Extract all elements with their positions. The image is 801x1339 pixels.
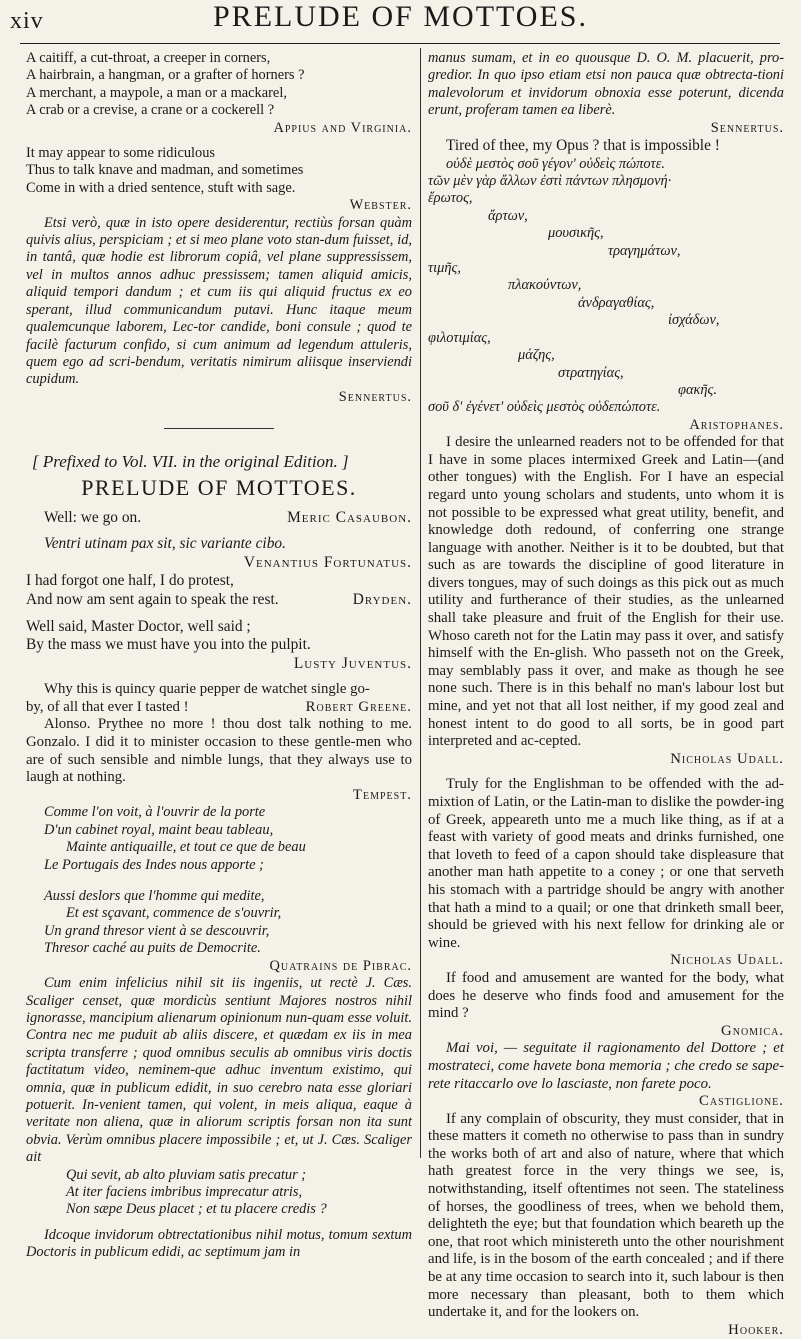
attribution: Nicholas Udall. [670,952,784,969]
opus-line: Tired of thee, my Opus ? that is impossible ! [446,137,720,155]
attribution: Tempest. [352,786,412,803]
verse-line: Et est sçavant, commence de s'ouvrir, [66,905,282,922]
section-title: PRELUDE OF MOTTOES. [81,474,357,500]
column-divider [420,48,421,1158]
verse-line: Come in with a dried sentence, stuft with sage. [26,179,296,196]
greek-line: στρατηγίας, [558,364,624,381]
verse-line: Un grand thresor vient à se descouvrir, [44,922,270,939]
dryden-quote [26,572,412,609]
french-verse-2 [26,888,412,958]
hooker-paragraph: If any complain of obscurity, they must consider, that in these matters it cometh no otherwise to pass than in sundry the works both of art and also of nature, where that which hath greatest force in the very things we see, is, notwithstanding, itself oftentimes not seen. The stateliness of horses, the goodliness of trees, when we behold them, delighteth the eye; but that foundation which beareth up the one, that root which ministereth unto the other nourishment and life, is in the bosom of the earth concealed ; and if there be at any time occasion to search into it, such labour is then more necessary than pleasant, both to them which undertake it, and for the lookers on. [428,1110,784,1321]
quote-line: by, of all that ever I tasted ! [26,698,189,715]
udall-paragraph-2: Truly for the Englishman to be offended with the ad-mixtion of Latin, or the Latin-man to dislike the powder-ing of Greek, appeareth unto me a much like thing, as if at a feast with variety of good meats and drinks furnished, one that loveth to feed of a capon should take displeasure that another man hath appetite to a coney ; or one that serveth his stomach with a partridge should be angry with another that hath a mind to a quail; or one that drinketh small beer, should be grieved with his next fellow for drinking ale or wine. [428,776,784,951]
greek-line: φακῆς. [678,381,717,398]
verse-line: A hairbrain, a hangman, or a grafter of horners ? [26,67,305,84]
attribution: Hooker. [728,1321,784,1338]
greek-line: ἄρτων, [488,207,528,224]
verse-line: A merchant, a maypole, a man or a mackarel, [26,84,287,101]
greek-line: ἔρωτος, [428,190,473,207]
page-number: xiv [10,8,44,34]
verse-line: And now am sent again to speak the rest. [26,590,279,608]
udall-paragraph-1: I desire the unlearned readers not to be offended for that I have in some places intermixed Greek and Latin—(and other tongues) with the English. For I have an especial regard unto young scholars and students, unto whom it is not possible to be expressed what great utility, benefit, and knowledge doth redound, of conferring one strange language with another. Neither is it to be doubted, but that such as are towards the discipline of good literature in divers tongues, may of such doings as this pick out as much utility and furtherance of their studies, as the unlearned shall take pleasure and fruit of the English for their use. Whoso careth not for the Latin may pass it over, and satisfy himself with the En-glish. Who passeth not on the Greek, may semblably pass it over, and make as though he see none such. There is in this behalf no man's labour lost but mine, and yet not that all lost neither, if my good zeal and honest intent to do good to all sorts, be in good part interpreted and ac-cepted. [428,434,784,750]
greek-line: ἀνδραγαθίας, [578,294,655,311]
gnomica-paragraph: If food and amusement are wanted for the body, what does he deserve who finds food and amusement for the mind ? [428,969,784,1022]
attribution: Appius and Virginia. [273,119,412,136]
idcoque-latin: Idcoque invidorum obtrectationibus nihil motus, tomum sextum Doctoris in publicum edidi, ac septimum jam in [26,1226,412,1261]
greek-line: τῶν μὲν γὰρ ἄλλων ἐστὶ πάντων πλησμονή· [428,173,672,190]
verse-line: D'un cabinet royal, maint beau tableau, [44,821,274,838]
greek-line: σοῦ δ' ἐγένετ' οὐδεὶς μεστὸς οὐδεπώποτε. [428,399,661,416]
scaliger-latin: Cum enim infelicius nihil sit iis ingeniis, ut rectè J. Cæs. Scaliger censet, quæ mordicùs sentiunt Majores nostros nihil ignorasse, mancipium alienarum opinionum nun-quam esse voluit. Contra nec me puduit ab aliis discere, et quædam ex iis in mea scripta transferre ; quod omnibus seculis ab omnibus viris doctis factitatum video, neminem-que adhuc inventum existimo, qui omnia, quæ in publicum edidit, in suo cerebro nata esse gloriari potuerit. In-venient tamen, qui volent, in meis aliqua, eaque à veritate non aliena, quæ in aliorum scriptis forsan non ita sunt obvia. Verùm omnibus placere impossibile ; et, ut J. Cæs. Scaliger ait [26,975,412,1166]
greek-line: φιλοτιμίας, [428,329,491,346]
quote-line: Well: we go on. [44,508,142,526]
header-rule [20,43,780,44]
verse-line: Well said, Master Doctor, well said ; [26,617,251,635]
prefixed-note: [ Prefixed to Vol. VII. in the original Edition. ] [32,452,349,472]
greek-line: μάζης, [518,347,555,364]
verse-line: Le Portugais des Indes nous apporte ; [44,856,264,873]
lusty-quote [26,618,412,674]
attribution: Webster. [349,197,412,214]
greek-line: τραγημάτων, [608,242,681,259]
verse-line: Aussi deslors que l'homme qui medite, [44,888,265,905]
tempest-quote: Alonso. Prythee no more ! thou dost talk nothing to me. Gonzalo. I did it to minister occasion to these gentle-men who are of such sensible and nimble lungs, that they always use to laugh at nothing. [26,716,412,786]
casaubon-quote [26,509,412,528]
verse-line: Thresor caché au puits de Democrite. [44,940,261,957]
webster-quote [26,50,412,137]
greene-quote [26,681,412,716]
attribution: Lusty Juventus. [293,654,412,672]
sennertus-continued: manus sumam, et in eo quousque D. O. M. placuerit, pro-gredior. In quo ipso etiam etsi non pauca quæ obtrecta-tioni malevolorum et invidorum obnoxia esse poterunt, dicenda erunt, proferam tamen ea liberè. [428,50,784,119]
greek-line: ἰσχάδων, [668,312,720,329]
greek-line: οὐδὲ μεστὸς σοῦ γέγον' οὐδεὶς πώποτε. [446,155,665,172]
verse-line: Thus to talk knave and madman, and sometimes [26,162,304,179]
verse-line: At iter faciens imbribus imprecatur atris, [66,1183,303,1200]
webster-quote-2 [26,145,412,215]
greek-line: μουσικῆς, [548,225,604,242]
verse-line: Non sæpe Deus placet ; et tu placere credis ? [66,1201,327,1218]
castiglione-paragraph: Mai voi, — seguitate il ragionamento del Dottore ; et mostrateci, come havete bona memoria ; che credo se sape-rete ritaccarlo ove lo lasciaste, non farete poco. [428,1040,784,1092]
verse-line: I had forgot one half, I do protest, [26,572,234,590]
attribution: Venantius Fortunatus. [243,553,412,571]
right-column [428,50,784,1338]
verse-line: A crab or a crevise, a crane or a cockerell ? [26,102,275,119]
attribution: Castiglione. [698,1093,784,1110]
fortunatus-line: Ventri utinam pax sit, sic variante cibo. [44,535,286,553]
left-column [26,50,412,1261]
attribution: Quatrains de Pibrac. [269,957,412,974]
verse-line: It may appear to some ridiculous [26,145,216,162]
verse-line: By the mass we must have you into the pulpit. [26,636,311,654]
attribution: Sennertus. [338,388,412,405]
page-header [0,0,801,44]
verse-line: A caitiff, a cut-throat, a creeper in corners, [26,50,271,66]
greek-line: πλακούντων, [508,277,582,294]
scaliger-verse [26,1167,412,1219]
attribution: Sennertus. [710,119,784,136]
attribution: Meric Casaubon. [287,508,412,526]
attribution: Dryden. [352,590,412,608]
verse-line: Mainte antiquaille, et tout ce que de beau [66,839,306,856]
quote-line: Why this is quincy quarie pepper de watchet single go- [44,681,370,698]
sennertus-latin: Etsi verò, quæ in isto opere desiderentur, rectiùs forsan quàm quivis alius, perspiciam ; et si meo plane voto stan-dum fuisset, id, in tantâ, quæ hodie est librorum copiâ, vel plane suppressissem, vel in multos annos adhuc pressissem; tamen aliquid amicis, aliquid tempori dandum ; et cum iis qui aliquid fructus ex eo sperant, illud communicandum putavi. Hunc itaque meum qualemcunque laborem, Lec-tor candide, boni consule ; quod te facilè facturum confido, si cum animum ad legendum attuleris, quem ego ad scri-bendum, veritatis nimirum aliisque inserviendi cupidum. [26,214,412,388]
attribution: Aristophanes. [689,416,784,433]
french-verse-1 [26,804,412,874]
verse-line: Qui sevit, ab alto pluviam satis precatur ; [66,1166,307,1183]
greek-verse [428,156,784,417]
running-title: PRELUDE OF MOTTOES. [213,0,588,33]
attribution: Nicholas Udall. [670,750,784,767]
attribution: Gnomica. [721,1022,784,1039]
section-divider [164,428,274,429]
attribution: Robert Greene. [305,698,412,715]
greek-line: τιμῆς, [428,260,461,277]
verse-line: Comme l'on voit, à l'ouvrir de la porte [44,804,266,821]
